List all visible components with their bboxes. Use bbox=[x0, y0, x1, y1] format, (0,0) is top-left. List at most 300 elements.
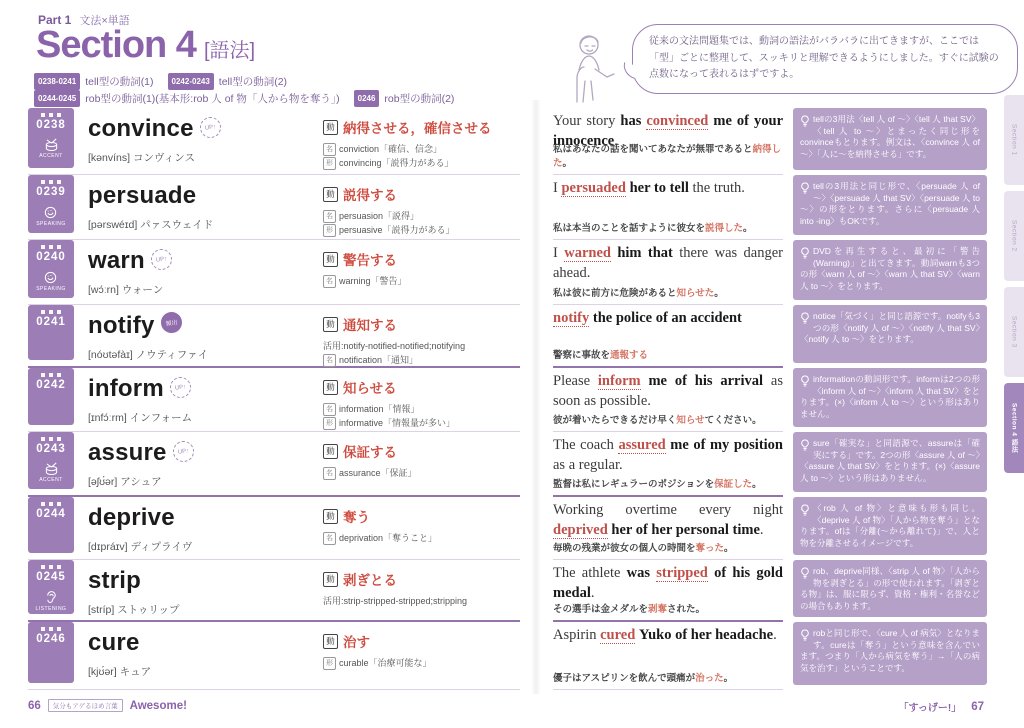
tip-note bbox=[793, 108, 987, 170]
sentence-segment: I bbox=[553, 180, 562, 196]
vocab-row bbox=[28, 175, 520, 240]
tip-note-text: DVDを再生すると、最初に「警告(Warning)」と出てきます。動詞warnも3つの形〈warn 人 of 〜〉〈warn 人 that SV〉〈warn 人 to 〜〉をとります。 bbox=[800, 246, 980, 292]
entry-word: persuade bbox=[88, 182, 197, 209]
derivative-line bbox=[323, 417, 520, 431]
sentence-translation bbox=[553, 601, 705, 615]
section-tab: Section 4 語法 bbox=[1004, 383, 1024, 473]
entry-word: deprive bbox=[88, 504, 175, 531]
translation-segment: 。 bbox=[562, 158, 573, 169]
derivative-line bbox=[323, 275, 520, 289]
entry-word-line bbox=[88, 312, 323, 340]
section-tab: Section 3 bbox=[1004, 287, 1024, 377]
entry-range-badge: 0242-0243 bbox=[168, 73, 214, 90]
translation-segment: 通報する bbox=[610, 350, 649, 361]
entry-pronunciation: [dɪpráɪv] ディプライヴ bbox=[88, 541, 193, 553]
tip-note-text: rob、deprive同様、〈strip 人 of 物〉「人から物を剥ぎとる」の形で使われます。「剥ぎとる物」は、服に限らず、資格・権利・名誉などの場合もあります。 bbox=[800, 566, 980, 612]
tag-label: tell型の動詞(1) bbox=[85, 76, 154, 88]
tip-note-list bbox=[793, 108, 987, 690]
sentence-translation bbox=[553, 540, 734, 554]
translation-segment: 説得した bbox=[705, 223, 744, 234]
entry-word-block bbox=[88, 560, 323, 620]
sentence-english bbox=[553, 626, 783, 646]
dots-icon bbox=[41, 245, 61, 249]
pos-verb-badge: 動 bbox=[323, 572, 338, 587]
up-badge-icon: UP↑ bbox=[171, 439, 195, 463]
sentence-segment: convinced bbox=[646, 113, 709, 129]
entry-meaning-block bbox=[323, 240, 520, 304]
sentence-block bbox=[553, 432, 783, 497]
entry-word-block bbox=[88, 368, 323, 431]
tip-note bbox=[793, 622, 987, 685]
entry-range-badge: 0246 bbox=[354, 90, 380, 107]
pos-badge: 形 bbox=[323, 417, 336, 430]
entry-derivatives bbox=[323, 340, 520, 367]
up-badge-icon: UP↑ bbox=[149, 247, 173, 271]
sentence-block bbox=[553, 240, 783, 305]
praise-label-box: 気分もアゲるほめ言葉 bbox=[48, 699, 123, 712]
entry-meaning: 治す bbox=[343, 635, 370, 650]
entry-number: 0246 bbox=[36, 633, 66, 645]
entry-derivatives bbox=[323, 657, 520, 671]
entry-word-block bbox=[88, 432, 323, 495]
entry-pos-line bbox=[323, 117, 520, 137]
sentence-segment: there was danger ahead. bbox=[553, 245, 783, 281]
entry-meaning: 通知する bbox=[343, 318, 397, 333]
sentence-segment: Please bbox=[553, 373, 598, 389]
pos-verb-badge: 動 bbox=[323, 252, 338, 267]
sentence-block bbox=[553, 175, 783, 240]
sentence-block bbox=[553, 622, 783, 690]
entry-word-line bbox=[88, 439, 323, 467]
dots-icon bbox=[41, 502, 61, 506]
vocab-row bbox=[28, 497, 520, 560]
skill-icon-label: ACCENT bbox=[39, 153, 63, 159]
tip-note bbox=[793, 175, 987, 235]
entry-pos-line bbox=[323, 506, 520, 526]
entry-number: 0240 bbox=[36, 251, 66, 263]
entry-meaning: 保証する bbox=[343, 445, 397, 460]
derivative-text: informative「情報量が多い」 bbox=[339, 417, 456, 428]
pos-verb-badge: 動 bbox=[323, 317, 338, 332]
entry-meaning-block bbox=[323, 108, 520, 174]
translation-segment: 。 bbox=[752, 479, 762, 490]
sentence-segment: the truth. bbox=[688, 180, 745, 196]
entry-word-line bbox=[88, 182, 323, 210]
translation-segment: その選手は金メダルを bbox=[553, 604, 649, 615]
sentence-block bbox=[553, 497, 783, 560]
entry-meaning-block bbox=[323, 497, 520, 559]
dots-icon bbox=[41, 373, 61, 377]
entry-word-block bbox=[88, 622, 323, 689]
translation-segment: された。 bbox=[667, 604, 706, 615]
entry-word-block bbox=[88, 240, 323, 304]
up-badge-icon: UP↑ bbox=[198, 115, 222, 139]
sentence-segment: him that bbox=[617, 245, 673, 261]
entry-pos-line bbox=[323, 314, 520, 334]
tip-note bbox=[793, 368, 987, 427]
vocab-row bbox=[28, 108, 520, 175]
entry-word: convince bbox=[88, 115, 194, 142]
entry-number-cell bbox=[28, 497, 74, 553]
derivative-text: convincing「説得力がある」 bbox=[339, 157, 454, 168]
tip-note-text: sure「確実な」と同語源で、assureは「確実にする」です。2つの形〈assure 人 of 〜〉〈assure 人 that SV〉をとります。(×)〈assure 人 to 〜〉という形はありません。 bbox=[800, 438, 980, 484]
sentence-segment: me of my position bbox=[670, 437, 783, 453]
entry-pos-line bbox=[323, 377, 520, 397]
part-subtitle: 文法×単語 bbox=[79, 15, 130, 27]
praise-word-translation: 「すっげー!」 bbox=[898, 703, 962, 714]
entry-word-block bbox=[88, 175, 323, 239]
entry-word-block bbox=[88, 497, 323, 559]
dots-icon bbox=[41, 180, 61, 184]
entry-number-cell bbox=[28, 108, 74, 168]
entry-pronunciation: [nóʊtəfàɪ] ノウティファイ bbox=[88, 349, 209, 361]
entry-word-line bbox=[88, 115, 323, 143]
entry-derivatives bbox=[323, 467, 520, 481]
pos-badge: 名 bbox=[323, 467, 336, 480]
entry-word: assure bbox=[88, 439, 167, 466]
derivative-line bbox=[323, 354, 520, 368]
translation-segment: 。 bbox=[723, 673, 734, 684]
entry-number: 0243 bbox=[36, 443, 66, 455]
tip-note bbox=[793, 240, 987, 300]
entry-pronunciation: [pərswéɪd] パァスウェイド bbox=[88, 219, 214, 231]
entry-number-cell bbox=[28, 432, 74, 489]
dots-icon bbox=[41, 565, 61, 569]
translation-segment: 治った bbox=[695, 673, 724, 684]
entry-pronunciation: [əʃʊ́ər] アシュア bbox=[88, 476, 162, 488]
entry-meaning-block bbox=[323, 560, 520, 620]
example-sentence-list bbox=[553, 108, 783, 690]
tip-note bbox=[793, 432, 987, 492]
entry-number: 0245 bbox=[36, 571, 66, 583]
sentence-english bbox=[553, 436, 783, 475]
entry-word: cure bbox=[88, 629, 140, 656]
sentence-segment: as a regular. bbox=[553, 456, 623, 473]
sentence-segment: as soon as possible. bbox=[553, 373, 783, 409]
page-number-left: 66 bbox=[28, 699, 41, 712]
tip-note-text: notice「気づく」と同じ語源です。notifyも3つの形〈notify 人 of 〜〉〈notify 人 that SV〉〈notify 人 to 〜〉をとります。 bbox=[800, 311, 980, 345]
entry-number-cell bbox=[28, 560, 74, 614]
footer-right bbox=[898, 699, 984, 714]
entry-word-block bbox=[88, 108, 323, 174]
sentence-segment: her to tell bbox=[629, 180, 689, 196]
dots-icon bbox=[41, 627, 61, 631]
entry-meaning-block bbox=[323, 305, 520, 366]
entry-word-line bbox=[88, 567, 323, 595]
sentence-segment: I bbox=[553, 245, 565, 261]
entry-word: notify bbox=[88, 312, 155, 339]
sentence-translation bbox=[553, 220, 753, 234]
page-number-right: 67 bbox=[971, 700, 984, 713]
skill-icon-label: LISTENING bbox=[35, 606, 67, 612]
derivative-line bbox=[323, 143, 520, 157]
section-title-text: Section 4 bbox=[36, 24, 196, 66]
derivative-text: curable「治療可能な」 bbox=[339, 658, 432, 668]
entry-range-badge: 0238-0241 bbox=[34, 73, 80, 90]
entry-word-line bbox=[88, 247, 323, 275]
pos-verb-badge: 動 bbox=[323, 380, 338, 395]
entry-pos-line bbox=[323, 441, 520, 461]
skill-icon-label: ACCENT bbox=[39, 477, 63, 483]
page-title bbox=[36, 24, 255, 67]
translation-segment: 監督は私にレギュラーのポジションを bbox=[553, 479, 715, 490]
derivative-line bbox=[323, 532, 520, 546]
derivative-text: assurance「保証」 bbox=[339, 468, 417, 478]
entry-pos-line bbox=[323, 249, 520, 269]
vocab-row bbox=[28, 560, 520, 622]
entry-word-line bbox=[88, 504, 323, 532]
derivative-line bbox=[323, 403, 520, 417]
entry-meaning: 納得させる，確信させる bbox=[343, 121, 492, 136]
tip-note bbox=[793, 305, 987, 363]
entry-meaning: 知らせる bbox=[343, 381, 397, 396]
tag-line bbox=[34, 90, 468, 107]
entry-number-cell bbox=[28, 622, 74, 683]
derivative-line bbox=[323, 595, 520, 609]
sentence-translation bbox=[553, 670, 733, 684]
entry-meaning: 奪う bbox=[343, 510, 370, 525]
pos-badge: 名 bbox=[323, 210, 336, 223]
sentence-segment: . bbox=[773, 627, 777, 643]
derivative-line bbox=[323, 224, 520, 238]
translation-segment: 警察に事故を bbox=[553, 350, 611, 361]
pos-badge: 名 bbox=[323, 403, 336, 416]
sentence-segment: . bbox=[759, 521, 764, 538]
entry-number-cell bbox=[28, 368, 74, 425]
tip-note-text: robと同じ形で、〈cure 人 of 病気〉となります。cureは「奪う」という意味を含んでいます。つまり「人から病気を奪う」→「人の病気を治す」ということです。 bbox=[800, 628, 980, 674]
sentence-segment: persuaded bbox=[561, 180, 626, 196]
pos-verb-badge: 動 bbox=[323, 187, 338, 202]
entry-word: inform bbox=[88, 375, 164, 402]
tip-note bbox=[793, 560, 987, 617]
entry-number: 0244 bbox=[36, 508, 66, 520]
entry-range-badge: 0244-0245 bbox=[34, 90, 80, 107]
entry-derivatives bbox=[323, 210, 520, 237]
entry-meaning-block bbox=[323, 622, 520, 689]
pos-verb-badge: 動 bbox=[323, 120, 338, 135]
vocab-row bbox=[28, 368, 520, 432]
sentence-segment: notify bbox=[553, 310, 590, 326]
sentence-segment: Aspirin bbox=[553, 627, 601, 643]
entry-word: warn bbox=[88, 247, 145, 274]
up-badge-icon: UP↑ bbox=[169, 375, 193, 399]
translation-segment: 私は彼に前方に危険があると bbox=[553, 288, 677, 299]
praise-word: Awesome! bbox=[129, 699, 187, 712]
derivative-line bbox=[323, 210, 520, 224]
sentence-block bbox=[553, 305, 783, 368]
translation-segment: 保証した bbox=[714, 479, 753, 490]
tag-label: rob型の動詞(1)(基本形:rob 人 of 物「人から物を奪う」) bbox=[85, 93, 340, 105]
translation-segment: 彼が着いたらできるだけ早く bbox=[553, 415, 677, 426]
sentence-segment: has bbox=[620, 113, 647, 129]
entry-meaning-block bbox=[323, 432, 520, 495]
tag-line bbox=[34, 73, 468, 90]
dots-icon bbox=[41, 437, 61, 441]
entry-word-line bbox=[88, 629, 323, 657]
entry-meaning-block bbox=[323, 368, 520, 431]
derivative-text: warning「警告」 bbox=[339, 276, 407, 286]
sentence-block bbox=[553, 368, 783, 432]
entry-pronunciation: [ɪnfɔ́ːrm] インフォーム bbox=[88, 412, 193, 424]
entry-pronunciation: [stríp] ストゥリップ bbox=[88, 604, 180, 616]
sentence-block bbox=[553, 560, 783, 622]
skill-icon-label: SPEAKING bbox=[36, 221, 66, 227]
speech-bubble: 従来の文法問題集では、動詞の語法がバラバラに出てきますが、ここでは「型」ごとに整理して、スッキリと理解できるようにしました。すぐに試験の点数になって表れるはずですよ。 bbox=[632, 24, 1018, 94]
derivative-line bbox=[323, 340, 520, 354]
entry-word-line bbox=[88, 375, 323, 403]
sentence-segment: me of your innocence bbox=[553, 113, 783, 149]
entry-derivatives bbox=[323, 532, 520, 546]
skill-icon-label: SPEAKING bbox=[36, 286, 66, 292]
translation-segment: 奪った bbox=[695, 543, 725, 554]
pos-badge: 名 bbox=[323, 532, 336, 545]
translation-segment: 。 bbox=[743, 223, 753, 234]
entry-derivatives bbox=[323, 403, 520, 430]
sentence-segment: of his gold medal bbox=[553, 565, 783, 601]
sentence-segment: warned bbox=[564, 245, 611, 261]
sentence-segment: stripped bbox=[656, 565, 708, 581]
entry-number-cell bbox=[28, 305, 74, 360]
derivative-text: 活用:strip-stripped-stripped;stripping bbox=[323, 596, 468, 606]
sentence-segment: the police of an accident bbox=[592, 310, 742, 326]
translation-segment: 私は本当のことを話すように彼女を bbox=[553, 223, 706, 234]
sentence-translation bbox=[553, 285, 724, 299]
derivative-text: deprivation「奪うこと」 bbox=[339, 533, 438, 543]
translation-segment: 知らせた bbox=[676, 288, 715, 299]
sentence-segment: . bbox=[590, 584, 595, 601]
sentence-segment: Yuko of her headache bbox=[638, 627, 774, 643]
entry-derivatives bbox=[323, 275, 520, 289]
entry-number-cell bbox=[28, 240, 74, 298]
derivative-text: information「情報」 bbox=[339, 404, 420, 414]
translation-segment: 。 bbox=[724, 543, 734, 554]
sentence-segment: Your story bbox=[553, 113, 621, 129]
entry-number: 0241 bbox=[36, 316, 66, 328]
derivative-text: persuasive「説得力がある」 bbox=[339, 224, 455, 235]
speaking-icon bbox=[36, 205, 66, 227]
dots-icon bbox=[41, 310, 61, 314]
tip-note-text: 〈rob 人 of 物〉と意味も形も同じ。〈deprive 人 of 物〉「人から物を奪う」となります。ofは「分離(〜から離れて)」で、人と物を分離させるイメージです。 bbox=[800, 503, 980, 549]
entry-number: 0239 bbox=[36, 186, 66, 198]
pos-badge: 名 bbox=[323, 143, 336, 156]
entry-pronunciation: [kjʊ́ər] キュア bbox=[88, 666, 152, 678]
sentence-segment: was bbox=[626, 565, 657, 581]
entry-derivatives bbox=[323, 595, 520, 609]
translation-segment: 毎晩の残業が彼女の個人の時間を bbox=[553, 543, 696, 554]
translation-segment: 優子はアスピリンを飲んで頭痛が bbox=[553, 673, 696, 684]
derivative-line bbox=[323, 467, 520, 481]
accent-icon bbox=[39, 138, 63, 159]
derivative-text: 活用:notify-notified-notified;notifying bbox=[323, 341, 466, 351]
sentence-block bbox=[553, 108, 783, 175]
entry-pos-line bbox=[323, 631, 520, 651]
entry-number-cell bbox=[28, 175, 74, 233]
sentence-translation bbox=[553, 412, 762, 426]
sentence-segment: The athlete bbox=[553, 565, 627, 581]
sentence-english bbox=[553, 501, 783, 540]
sentence-segment: . bbox=[614, 132, 618, 149]
dots-icon bbox=[41, 113, 61, 117]
entry-meaning: 剥ぎとる bbox=[343, 573, 397, 588]
speaking-icon bbox=[36, 270, 66, 292]
sentence-segment: deprived bbox=[553, 521, 608, 538]
pos-badge: 形 bbox=[323, 657, 336, 670]
entry-word: strip bbox=[88, 567, 142, 594]
entry-pos-line bbox=[323, 569, 520, 589]
sentence-segment: Working overtime every night bbox=[553, 502, 783, 518]
entry-meaning: 警告する bbox=[343, 253, 397, 268]
derivative-text: conviction「確信、信念」 bbox=[339, 144, 443, 154]
translation-segment: 納得した bbox=[553, 144, 782, 169]
pos-verb-badge: 動 bbox=[323, 509, 338, 524]
translation-segment: 私はあなたの話を聞いてあなたが無罪であると bbox=[553, 144, 753, 155]
sentence-segment: cured bbox=[600, 627, 636, 643]
sentence-english bbox=[553, 309, 783, 329]
tip-note-text: tellの3用法〈tell 人 of 〜〉〈tell 人 that SV〉〈tell 人 to 〜〉とまったく同じ形をconvinceもとります。例文は、〈convince 人 of 〜〉「人に〜を納得させる」です。 bbox=[800, 114, 980, 160]
tip-note bbox=[793, 497, 987, 555]
sentence-translation bbox=[553, 476, 762, 490]
tag-label: rob型の動詞(2) bbox=[384, 93, 455, 105]
vocab-row bbox=[28, 305, 520, 368]
vocab-row bbox=[28, 240, 520, 305]
pos-badge: 名 bbox=[323, 275, 336, 288]
book-gutter bbox=[531, 100, 541, 694]
sentence-segment: The coach bbox=[553, 437, 619, 453]
pos-badge: 形 bbox=[323, 157, 336, 170]
entry-number: 0242 bbox=[36, 379, 66, 391]
entry-pronunciation: [wɔ́ːrn] ウォーン bbox=[88, 284, 164, 296]
sentence-english bbox=[553, 244, 783, 283]
entry-word-block bbox=[88, 305, 323, 366]
sentence-segment: inform bbox=[597, 373, 641, 389]
derivative-line bbox=[323, 157, 520, 171]
derivative-text: notification「通知」 bbox=[339, 354, 419, 365]
accent-icon bbox=[39, 462, 63, 483]
entry-pos-line bbox=[323, 184, 520, 204]
entry-pronunciation: [kənvíns] コンヴィンス bbox=[88, 152, 195, 164]
sentence-segment: me of his arrival bbox=[648, 373, 764, 389]
sentence-segment: assured bbox=[618, 437, 666, 453]
derivative-line bbox=[323, 657, 520, 671]
section-tags bbox=[34, 73, 468, 107]
tip-note-text: informationの動詞形です。informは2つの形〈inform 人 of 〜〉〈inform 人 that SV〉をとります。(×)〈inform 人 to 〜〉という形はありません。 bbox=[800, 374, 980, 420]
pos-badge: 形 bbox=[323, 224, 336, 237]
entry-derivatives bbox=[323, 143, 520, 170]
teacher-illustration bbox=[558, 28, 618, 106]
part-number: Part 1 bbox=[38, 13, 72, 27]
section-tab: Section 1 bbox=[1004, 95, 1024, 185]
listening-icon bbox=[36, 590, 67, 612]
sentence-english bbox=[553, 372, 783, 411]
vocab-list bbox=[28, 108, 520, 690]
pos-badge: 名 bbox=[323, 354, 336, 367]
section-subtitle: [語法] bbox=[203, 40, 256, 62]
entry-meaning-block bbox=[323, 175, 520, 239]
translation-segment: 剥奪 bbox=[648, 604, 668, 615]
tag-label: tell型の動詞(2) bbox=[218, 76, 288, 88]
section-tab: Section 2 bbox=[1004, 191, 1024, 281]
sentence-english bbox=[553, 179, 783, 199]
pos-verb-badge: 動 bbox=[323, 444, 338, 459]
translation-segment: てください。 bbox=[704, 415, 762, 426]
tip-note-text: tellの3用法と同じ形で、〈persuade 人 of 〜〉〈persuade 人 that SV〉〈persuade 人 to 〜〉の形をとります。さらに〈persuade 人 into -ing〉もOKです。 bbox=[800, 181, 980, 227]
sentence-translation bbox=[553, 347, 648, 361]
sentence-english bbox=[553, 564, 783, 603]
pos-verb-badge: 動 bbox=[323, 634, 338, 649]
entry-meaning: 説得する bbox=[343, 188, 397, 203]
footer-left bbox=[28, 699, 187, 712]
vocab-row bbox=[28, 432, 520, 497]
